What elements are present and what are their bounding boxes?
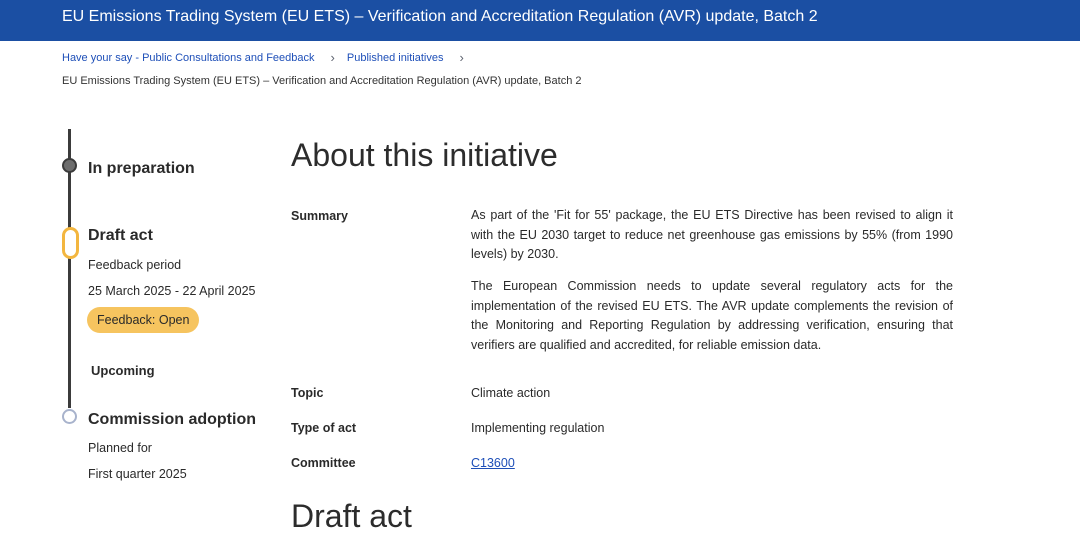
summary-paragraph-1: As part of the 'Fit for 55' package, the EU ETS Directive has been revised to align it with the EU 2030 target to reduce net greenhouse gas emissions by 55% (from 1990 levels) by 2030. — [471, 208, 953, 261]
timeline-node-current-icon — [62, 227, 79, 259]
breadcrumb-published-initiatives[interactable]: Published initiatives — [346, 51, 444, 64]
breadcrumb-current: EU Emissions Trading System (EU ETS) – Verification and Accreditation Regulation (AVR) update, Batch 2 — [62, 75, 582, 87]
upcoming-label: Upcoming — [91, 363, 155, 378]
type-of-act-value: Implementing regulation — [471, 421, 605, 435]
committee-label: Committee — [291, 456, 356, 470]
timeline-line-pending — [68, 256, 71, 408]
timeline-node-done-icon — [62, 158, 77, 173]
timeline-line-completed — [68, 129, 71, 229]
step-draft-act: Draft act — [88, 227, 153, 244]
summary-paragraph-2: The European Commission needs to update several regulatory acts for the implementation of the revised EU ETS. The AVR update complements the revision of the Monitoring and Reporting Regulation by addressing verification, ensuring that verifiers are qualified and accredited, for reliable emission data. — [471, 279, 953, 352]
page-header — [0, 0, 1080, 41]
breadcrumb-have-your-say[interactable]: Have your say - Public Consultations and Feedback — [62, 51, 315, 64]
breadcrumb — [62, 50, 476, 65]
step-commission-adoption: Commission adoption — [88, 411, 256, 428]
section-heading-draft-act: Draft act — [291, 498, 412, 534]
planned-date: First quarter 2025 — [88, 467, 187, 481]
committee-link[interactable]: C13600 — [471, 456, 515, 470]
feedback-status-badge: Feedback: Open — [87, 307, 199, 333]
feedback-period-dates: 25 March 2025 - 22 April 2025 — [88, 284, 256, 298]
step-in-preparation: In preparation — [88, 160, 195, 177]
summary-label: Summary — [291, 209, 348, 223]
chevron-right-icon: › — [330, 50, 335, 65]
topic-label: Topic — [291, 386, 324, 400]
header-title: EU Emissions Trading System (EU ETS) – Verification and Accreditation Regulation (AVR) update, Batch 2 — [62, 8, 818, 25]
section-heading-about: About this initiative — [291, 137, 558, 173]
feedback-period-label: Feedback period — [88, 258, 182, 272]
chevron-right-icon: › — [459, 50, 464, 65]
planned-for-label: Planned for — [88, 441, 152, 455]
topic-value: Climate action — [471, 386, 551, 400]
type-of-act-label: Type of act — [291, 421, 357, 435]
timeline-node-upcoming-icon — [62, 409, 77, 424]
